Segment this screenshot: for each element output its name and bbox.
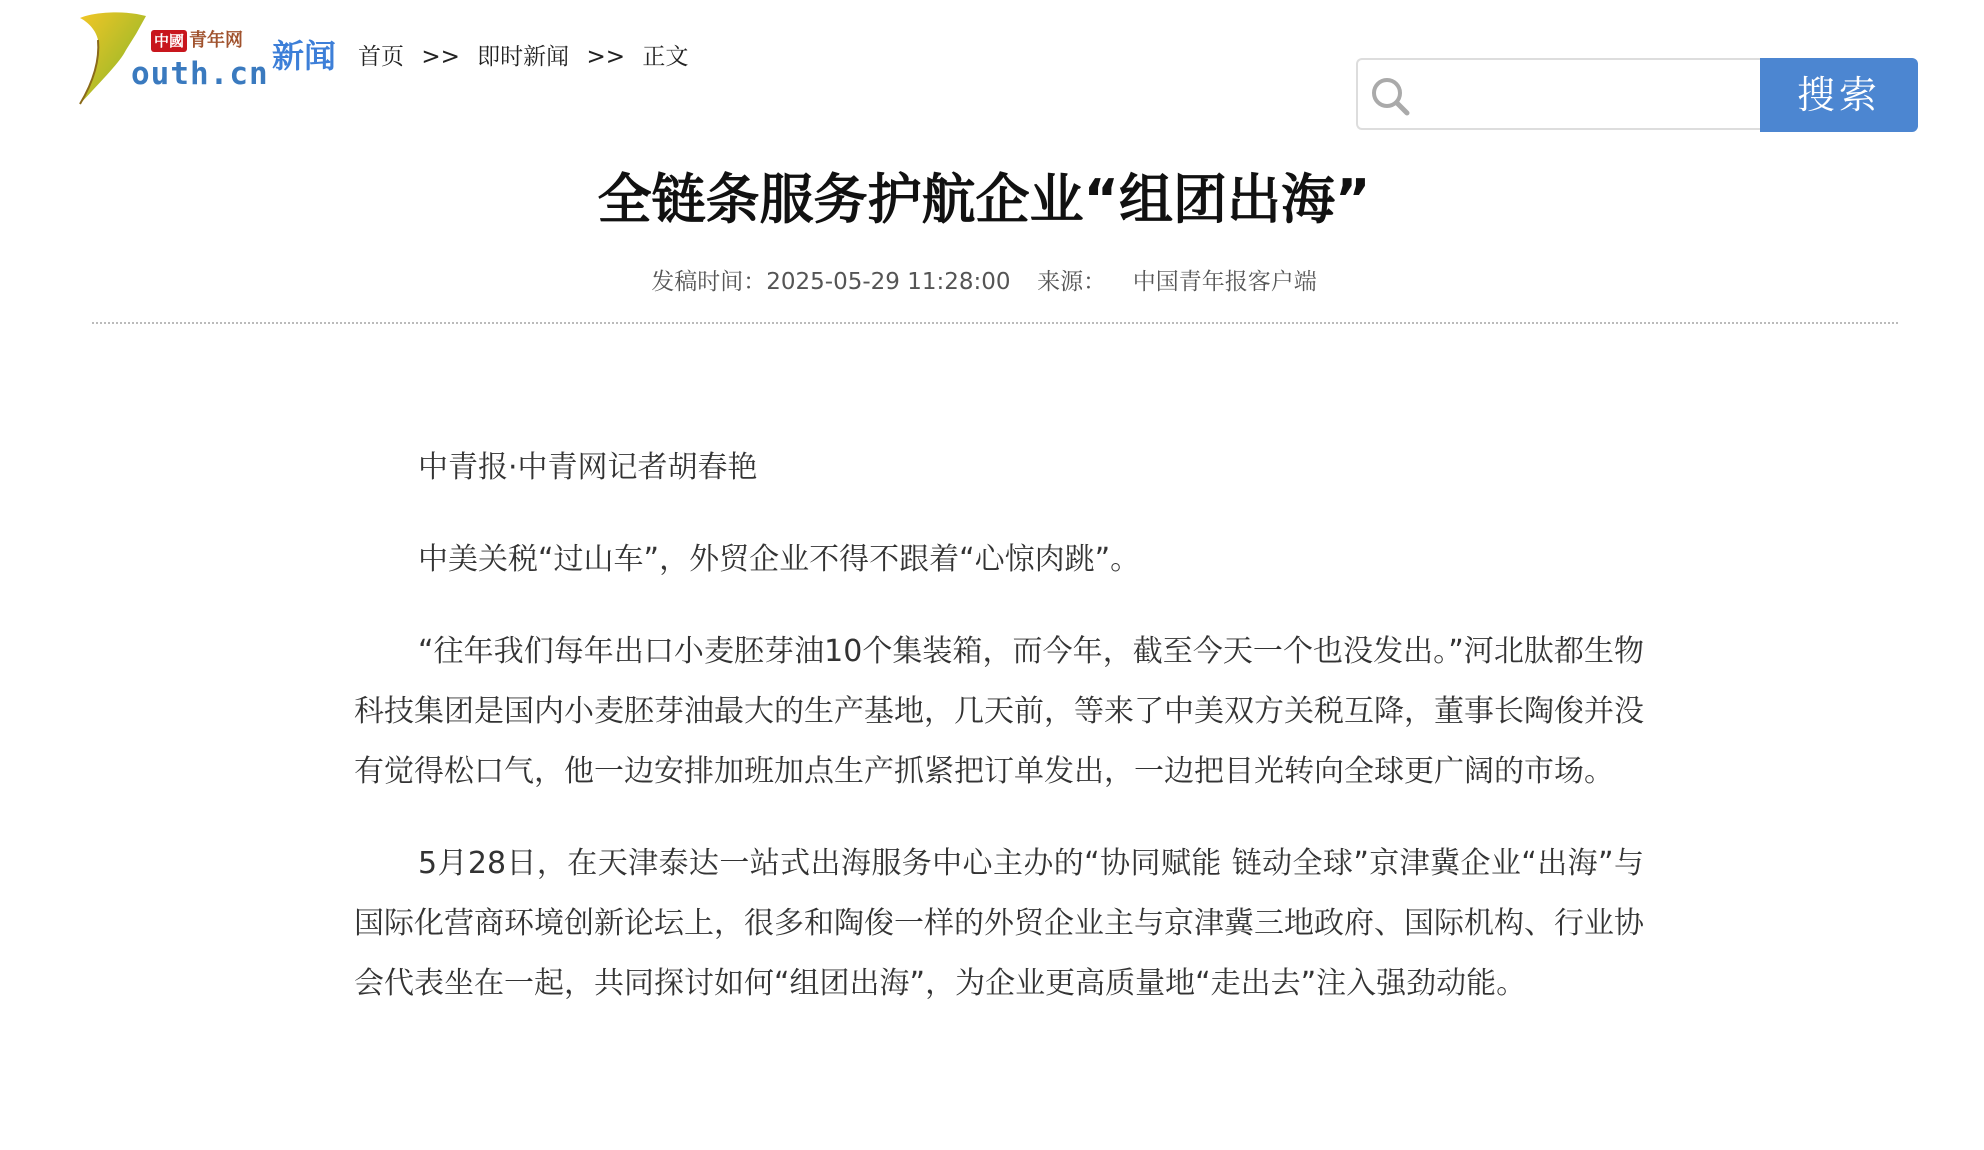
logo-badge-text: 青年网 <box>189 30 244 51</box>
publish-time-label: 发稿时间： <box>651 269 767 295</box>
logo-badge <box>151 30 243 52</box>
article-paragraph: 5月28日，在天津泰达一站式出海服务中心主办的“协同赋能 链动全球”京津冀企业“出海”与国际化营商环境创新论坛上，很多和陶俊一样的外贸企业主与京津冀三地政府、国际机构、行业协会代表坐在一起，共同探讨如何“组团出海”，为企业更高质量地“走出去”注入强劲动能。 <box>354 846 1644 1001</box>
article-title: 全链条服务护航企业“组团出海” <box>597 168 1371 231</box>
site-logo[interactable] <box>74 8 269 114</box>
article-paragraph: “往年我们每年出口小麦胚芽油10个集装箱，而今年，截至今天一个也没发出。”河北肽都生物科技集团是国内小麦胚芽油最大的生产基地，几天前，等来了中美双方关税互降，董事长陶俊并没有觉得松口气，他一边安排加班加点生产抓紧把订单发出，一边把目光转向全球更广阔的市场。 <box>354 634 1644 789</box>
breadcrumb-home[interactable]: 首页 <box>358 44 404 70</box>
search-box <box>1356 58 1760 130</box>
breadcrumb <box>358 40 688 74</box>
article-paragraph: 中美关税“过山车”，外贸企业不得不跟着“心惊肉跳”。 <box>418 542 1141 577</box>
breadcrumb-separator: >> <box>421 44 460 70</box>
channel-link-news[interactable]: 新闻 <box>272 37 337 75</box>
breadcrumb-separator: >> <box>586 44 626 70</box>
breadcrumb-current: 正文 <box>642 44 689 70</box>
article-byline: 中青报·中青网记者胡春艳 <box>418 450 758 485</box>
logo-wordmark: outh.cn <box>131 56 269 92</box>
divider <box>92 322 1898 324</box>
source-name: 中国青年报客户端 <box>1132 269 1317 295</box>
source-label: 来源： <box>1037 269 1107 295</box>
search-button[interactable]: 搜索 <box>1760 58 1918 132</box>
logo-badge-red: 中國 <box>151 30 187 52</box>
article-meta <box>0 264 1968 300</box>
breadcrumb-section[interactable]: 即时新闻 <box>477 44 570 70</box>
article-body <box>354 438 1644 1046</box>
search-input[interactable] <box>1420 70 1754 120</box>
publish-time: 2025-05-29 11:28:00 <box>766 269 1011 295</box>
search-icon <box>1368 74 1412 118</box>
